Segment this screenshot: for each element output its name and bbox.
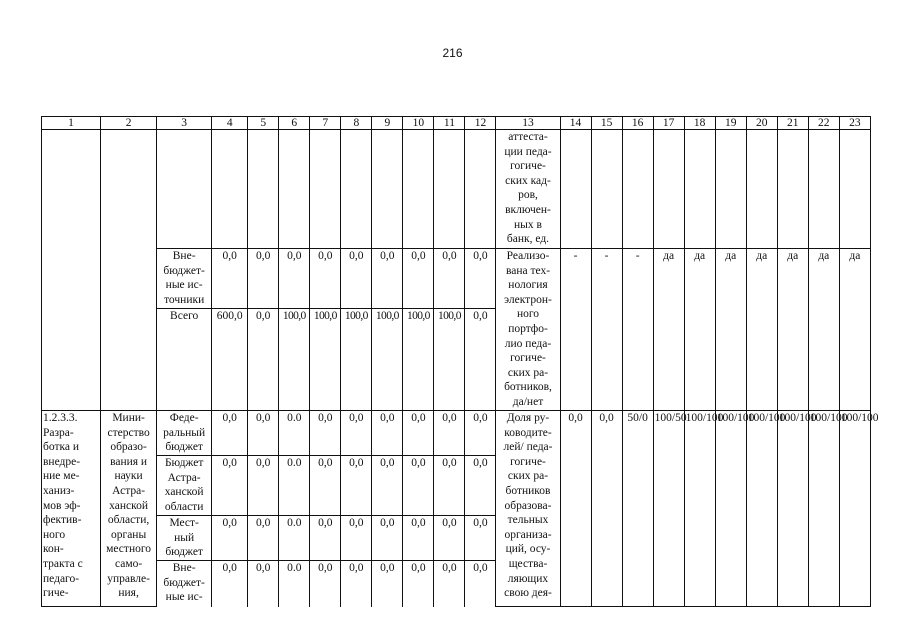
table-cell xyxy=(808,130,839,249)
measure-cell: 1.2.3.3. Разра- ботка и внедре- ние ме- ханиз- мов эф- фектив- ного кон- тракта с педаго- гиче- xyxy=(42,411,101,607)
table-cell xyxy=(653,309,684,411)
table-cell xyxy=(622,130,653,249)
value-cell: 100,0 xyxy=(372,309,403,411)
table-cell xyxy=(248,130,279,249)
value-cell: 0,0 xyxy=(372,249,403,309)
value-cell: 0,0 xyxy=(403,516,434,561)
target-cell: да xyxy=(715,249,746,309)
header-cell: 23 xyxy=(839,117,870,130)
table-row xyxy=(42,249,871,309)
table-cell xyxy=(434,130,465,249)
target-cell: да xyxy=(653,249,684,309)
value-cell: 0,0 xyxy=(465,561,496,607)
value-cell: 0,0 xyxy=(434,249,465,309)
value-cell: 0,0 xyxy=(465,309,496,411)
value-cell: 0,0 xyxy=(465,456,496,516)
target-cell: 100/100 xyxy=(715,411,746,607)
header-cell: 9 xyxy=(372,117,403,130)
value-cell: 100,0 xyxy=(434,309,465,411)
header-cell: 10 xyxy=(403,117,434,130)
value-cell: 0,0 xyxy=(310,456,341,516)
header-cell: 4 xyxy=(212,117,248,130)
value-cell: 0,0 xyxy=(310,411,341,456)
value-cell: 0,0 xyxy=(403,561,434,607)
table-cell xyxy=(465,130,496,249)
table-cell xyxy=(372,130,403,249)
value-cell: 100,0 xyxy=(310,309,341,411)
value-cell: 0,0 xyxy=(341,411,372,456)
target-cell: - xyxy=(591,249,622,309)
target-cell: да xyxy=(808,249,839,309)
executor-cell: Мини- стерство образо- вания и науки Астра- ханской области, органы местного само- управле- ния, xyxy=(101,411,157,607)
table-cell xyxy=(777,130,808,249)
table-cell xyxy=(560,130,591,249)
table-cell xyxy=(839,309,870,411)
header-cell: 6 xyxy=(279,117,310,130)
target-cell: 50/0 xyxy=(622,411,653,607)
table-cell xyxy=(101,249,157,309)
funding-source-cell: Вне- бюджет- ные ис- точники xyxy=(157,249,212,309)
value-cell: 0,0 xyxy=(465,249,496,309)
value-cell: 0,0 xyxy=(212,561,248,607)
header-cell: 21 xyxy=(777,117,808,130)
table-cell xyxy=(42,130,101,249)
value-cell: 0,0 xyxy=(248,561,279,607)
table-cell xyxy=(157,130,212,249)
value-cell: 0,0 xyxy=(341,516,372,561)
table-cell xyxy=(310,130,341,249)
value-cell: 0,0 xyxy=(434,456,465,516)
header-cell: 14 xyxy=(560,117,591,130)
value-cell: 0,0 xyxy=(372,561,403,607)
header-cell: 17 xyxy=(653,117,684,130)
header-cell: 8 xyxy=(341,117,372,130)
table-cell xyxy=(839,130,870,249)
table-cell xyxy=(622,309,653,411)
table-cell xyxy=(808,309,839,411)
header-cell: 7 xyxy=(310,117,341,130)
value-cell: 0,0 xyxy=(341,249,372,309)
value-cell: 0,0 xyxy=(434,411,465,456)
value-cell: 0,0 xyxy=(248,249,279,309)
value-cell: 0.0 xyxy=(279,411,310,456)
value-cell: 0,0 xyxy=(465,516,496,561)
table-cell xyxy=(684,309,715,411)
target-cell: - xyxy=(560,249,591,309)
value-cell: 0,0 xyxy=(465,411,496,456)
value-cell: 0,0 xyxy=(212,456,248,516)
table-cell xyxy=(101,309,157,411)
value-cell: 0,0 xyxy=(212,249,248,309)
target-cell: да xyxy=(777,249,808,309)
value-cell: 0,0 xyxy=(403,411,434,456)
table-cell xyxy=(101,130,157,249)
value-cell: 0,0 xyxy=(310,516,341,561)
header-cell: 15 xyxy=(591,117,622,130)
value-cell: 0,0 xyxy=(248,411,279,456)
table-cell xyxy=(715,130,746,249)
table-cell xyxy=(684,130,715,249)
table-row xyxy=(42,309,871,411)
value-cell: 0,0 xyxy=(279,249,310,309)
table-cell xyxy=(42,309,101,411)
funding-source-cell: Вне- бюджет- ные ис- xyxy=(157,561,212,607)
value-cell: 0,0 xyxy=(212,516,248,561)
header-row xyxy=(42,117,871,130)
value-cell: 100,0 xyxy=(341,309,372,411)
indicator-cell: аттеста- ции педа- гогиче- ских кад- ров, включен- ных в банк, ед. xyxy=(496,130,560,249)
table-cell xyxy=(653,130,684,249)
table-cell xyxy=(403,130,434,249)
header-cell: 12 xyxy=(465,117,496,130)
table-cell xyxy=(212,130,248,249)
value-cell: 0.0 xyxy=(279,456,310,516)
table-cell xyxy=(279,130,310,249)
target-cell: да xyxy=(839,249,870,309)
funding-source-cell: Всего xyxy=(157,309,212,411)
table-cell xyxy=(777,309,808,411)
table-cell xyxy=(746,130,777,249)
value-cell: 0,0 xyxy=(341,561,372,607)
value-cell: 0.0 xyxy=(279,561,310,607)
header-cell: 18 xyxy=(684,117,715,130)
table-cell xyxy=(341,130,372,249)
indicator-cell: Реализо- вана тех- нология электрон- ного портфо- лио педа- гогиче- ских ра- ботников, да/нет xyxy=(496,249,560,411)
value-cell: 100,0 xyxy=(279,309,310,411)
header-cell: 16 xyxy=(622,117,653,130)
value-cell: 0,0 xyxy=(403,249,434,309)
header-cell: 22 xyxy=(808,117,839,130)
table-cell xyxy=(591,309,622,411)
value-cell: 0,0 xyxy=(212,411,248,456)
value-cell: 0.0 xyxy=(279,516,310,561)
value-cell: 0,0 xyxy=(434,516,465,561)
value-cell: 0,0 xyxy=(372,516,403,561)
header-cell: 1 xyxy=(42,117,101,130)
target-cell: 100/100 xyxy=(777,411,808,607)
indicator-cell: Доля ру- ководите- лей/ педа- гогиче- ских ра- ботников образова- тельных организа- ций, осу- щества- ляющих свою дея- xyxy=(496,411,560,607)
value-cell: 0,0 xyxy=(248,309,279,411)
header-cell: 5 xyxy=(248,117,279,130)
header-cell: 13 xyxy=(496,117,560,130)
value-cell: 600,0 xyxy=(212,309,248,411)
target-cell: да xyxy=(746,249,777,309)
header-cell: 3 xyxy=(157,117,212,130)
header-cell: 20 xyxy=(746,117,777,130)
header-cell: 19 xyxy=(715,117,746,130)
table-row xyxy=(42,130,871,249)
target-cell: 100/100 xyxy=(839,411,870,607)
target-cell: 0,0 xyxy=(591,411,622,607)
program-table xyxy=(41,116,879,607)
target-cell: 100/100 xyxy=(684,411,715,607)
target-cell: да xyxy=(684,249,715,309)
funding-source-cell: Мест- ный бюджет xyxy=(157,516,212,561)
target-cell: - xyxy=(622,249,653,309)
page-number: 216 xyxy=(442,46,463,60)
value-cell: 0,0 xyxy=(341,456,372,516)
target-cell: 0,0 xyxy=(560,411,591,607)
table-cell xyxy=(591,130,622,249)
header-cell: 2 xyxy=(101,117,157,130)
table-cell xyxy=(560,309,591,411)
table-cell xyxy=(42,249,101,309)
value-cell: 0,0 xyxy=(372,456,403,516)
target-cell: 100/100 xyxy=(746,411,777,607)
table-cell xyxy=(746,309,777,411)
value-cell: 0,0 xyxy=(248,456,279,516)
value-cell: 0,0 xyxy=(403,456,434,516)
table-row xyxy=(42,411,871,456)
value-cell: 0,0 xyxy=(310,561,341,607)
value-cell: 0,0 xyxy=(372,411,403,456)
value-cell: 100,0 xyxy=(403,309,434,411)
table-cell xyxy=(715,309,746,411)
target-cell: 100/100 xyxy=(808,411,839,607)
value-cell: 0,0 xyxy=(310,249,341,309)
value-cell: 0,0 xyxy=(248,516,279,561)
funding-source-cell: Феде- ральный бюджет xyxy=(157,411,212,456)
target-cell: 100/50 xyxy=(653,411,684,607)
value-cell: 0,0 xyxy=(434,561,465,607)
header-cell: 11 xyxy=(434,117,465,130)
funding-source-cell: Бюджет Астра- ханской области xyxy=(157,456,212,516)
